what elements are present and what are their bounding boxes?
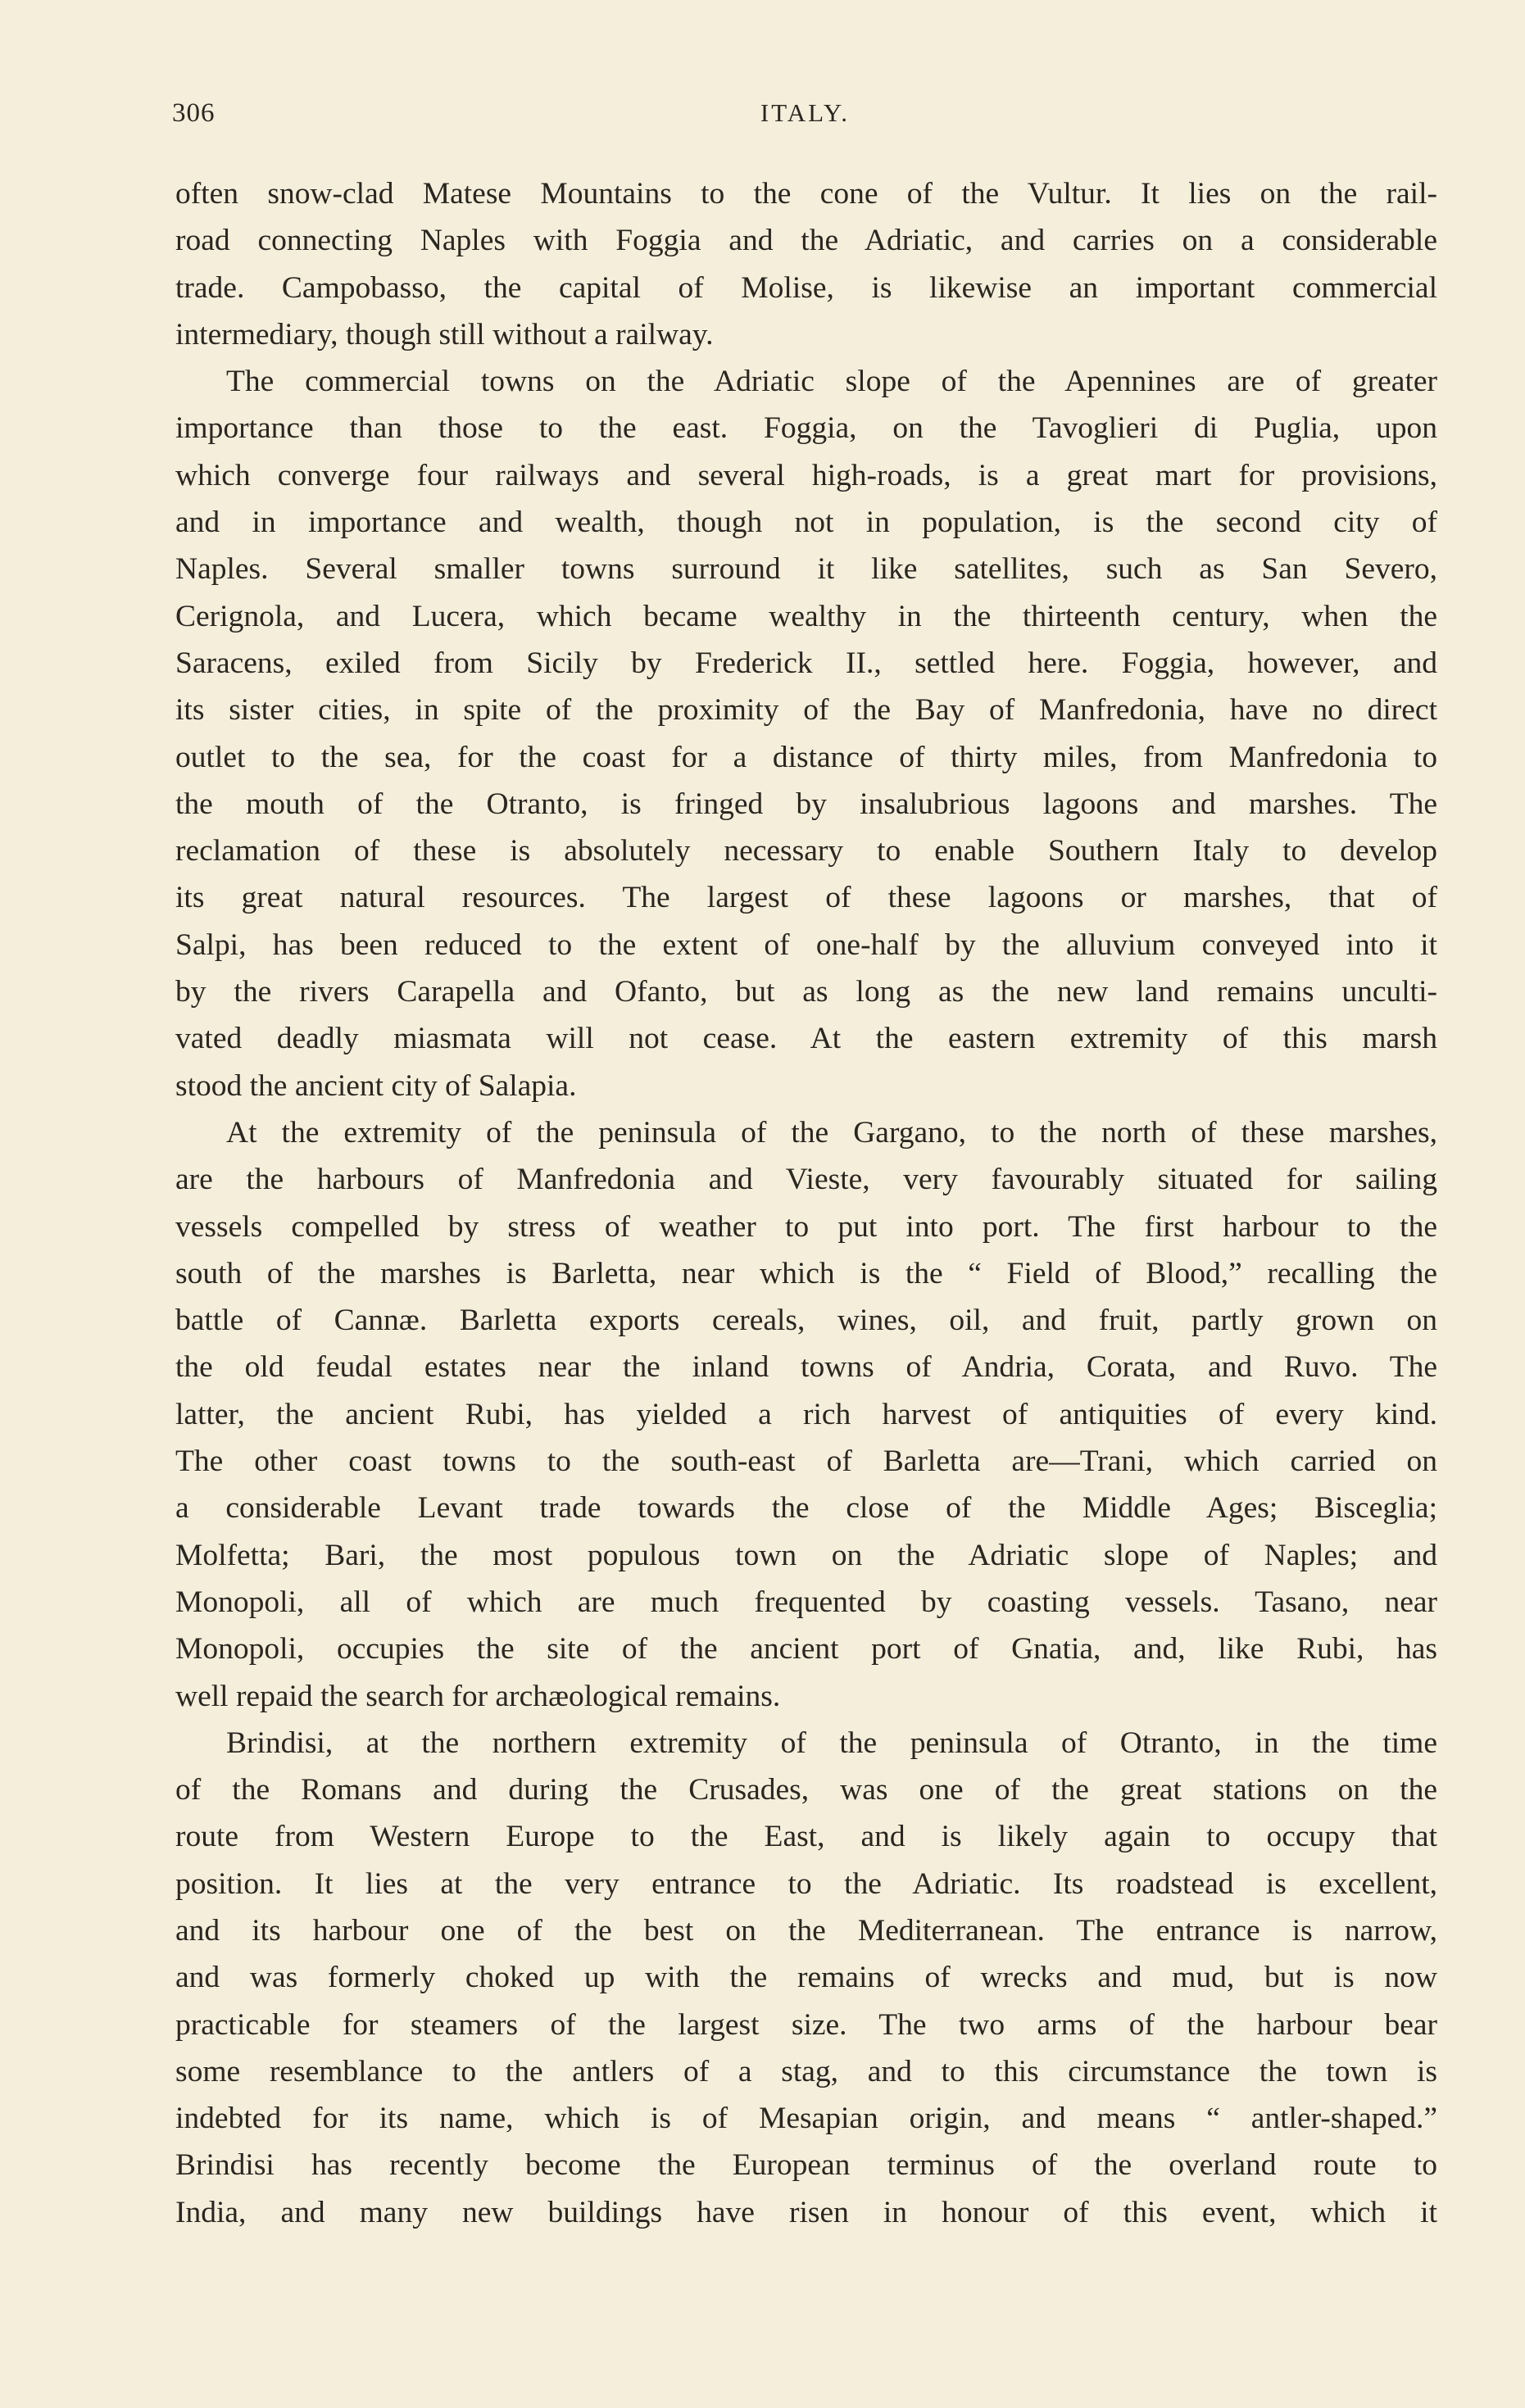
text-line: which converge four railways and several high-roads, is a great mart for provisions,: [175, 458, 1437, 492]
text-line: Saracens, exiled from Sicily by Frederick II., settled here. Foggia, however, and: [175, 646, 1437, 680]
text-line: At the extremity of the peninsula of the Gargano, to the north of these marshes,: [226, 1115, 1437, 1150]
text-line: well repaid the search for archæological remains.: [175, 1679, 781, 1713]
text-line: and its harbour one of the best on the Mediterranean. The entrance is narrow,: [175, 1913, 1437, 1948]
text-line: Molfetta; Bari, the most populous town on the Adriatic slope of Naples; and: [175, 1538, 1437, 1572]
text-line: Brindisi, at the northern extremity of the peninsula of Otranto, in the time: [226, 1726, 1437, 1760]
text-line: and in importance and wealth, though not in population, is the second city of: [175, 506, 1437, 540]
text-line: reclamation of these is absolutely necessary to enable Southern Italy to develop: [175, 834, 1437, 868]
text-line: often snow-clad Matese Mountains to the cone of the Vultur. It lies on the rail-: [175, 177, 1437, 211]
running-title: ITALY.: [760, 98, 851, 127]
text-line: vated deadly miasmata will not cease. At the eastern extremity of this marsh: [175, 1022, 1437, 1056]
page-header: [172, 98, 1438, 139]
text-line: the old feudal estates near the inland towns of Andria, Corata, and Ruvo. The: [175, 1350, 1437, 1385]
text-line: indebted for its name, which is of Mesapian origin, and means “ antler-shaped.”: [175, 2102, 1437, 2136]
text-line: Brindisi has recently become the European terminus of the overland route to: [175, 2148, 1437, 2183]
text-line: The other coast towns to the south-east of Barletta are—Trani, which carried on: [175, 1444, 1437, 1479]
text-line: route from Western Europe to the East, and is likely again to occupy that: [175, 1820, 1437, 1854]
paragraph-1: [175, 170, 1437, 358]
text-line: stood the ancient city of Salapia.: [175, 1068, 577, 1103]
text-line: trade. Campobasso, the capital of Molise, is likewise an important commercial: [175, 270, 1437, 305]
paragraph-4: [175, 1720, 1437, 2236]
text-line: position. It lies at the very entrance to the Adriatic. Its roadstead is excellent,: [175, 1866, 1437, 1901]
paragraph-2: [175, 358, 1437, 1109]
text-line: are the harbours of Manfredonia and Vieste, very favourably situated for sailing: [175, 1163, 1437, 1197]
text-line: a considerable Levant trade towards the close of the Middle Ages; Bisceglia;: [175, 1491, 1437, 1526]
text-line: and was formerly choked up with the remains of wrecks and mud, but is now: [175, 1961, 1437, 1995]
text-line: Salpi, has been reduced to the extent of one-half by the alluvium conveyed into it: [175, 927, 1437, 962]
text-line: some resemblance to the antlers of a stag, and to this circumstance the town is: [175, 2054, 1437, 2088]
text-line: Naples. Several smaller towns surround it like satellites, such as San Severo,: [175, 552, 1437, 587]
text-line: intermediary, though still without a railway.: [175, 317, 714, 351]
text-line: its great natural resources. The largest of these lagoons or marshes, that of: [175, 881, 1437, 915]
text-line: south of the marshes is Barletta, near which is the “ Field of Blood,” recalling the: [175, 1256, 1437, 1290]
text-line: Cerignola, and Lucera, which became wealthy in the thirteenth century, when the: [175, 599, 1437, 633]
text-line: its sister cities, in spite of the proximity of the Bay of Manfredonia, have no direct: [175, 693, 1437, 728]
text-line: vessels compelled by stress of weather to put into port. The first harbour to the: [175, 1209, 1437, 1244]
text-line: the mouth of the Otranto, is fringed by insalubrious lagoons and marshes. The: [175, 787, 1437, 821]
text-line: Monopoli, occupies the site of the ancient port of Gnatia, and, like Rubi, has: [175, 1632, 1437, 1667]
text-line: The commercial towns on the Adriatic slope of the Apennines are of greater: [226, 365, 1437, 399]
text-line: importance than those to the east. Foggia, on the Tavoglieri di Puglia, upon: [175, 411, 1437, 446]
text-line: by the rivers Carapella and Ofanto, but as long as the new land remains unculti-: [175, 975, 1437, 1009]
text-line: outlet to the sea, for the coast for a distance of thirty miles, from Manfredonia to: [175, 740, 1437, 774]
paragraph-3: [175, 1109, 1437, 1720]
text-line: Monopoli, all of which are much frequented by coasting vessels. Tasano, near: [175, 1585, 1437, 1619]
text-line: practicable for steamers of the largest size. The two arms of the harbour bear: [175, 2007, 1437, 2042]
text-line: latter, the ancient Rubi, has yielded a rich harvest of antiquities of every kind.: [175, 1397, 1437, 1431]
text-line: India, and many new buildings have risen in honour of this event, which it: [175, 2195, 1437, 2229]
text-line: battle of Cannæ. Barletta exports cereals, wines, oil, and fruit, partly grown on: [175, 1304, 1437, 1338]
text-line: of the Romans and during the Crusades, was one of the great stations on the: [175, 1773, 1437, 1807]
text-line: road connecting Naples with Foggia and the Adriatic, and carries on a considerable: [175, 224, 1437, 258]
page-number: 306: [172, 98, 216, 128]
body-text: [175, 170, 1437, 2236]
